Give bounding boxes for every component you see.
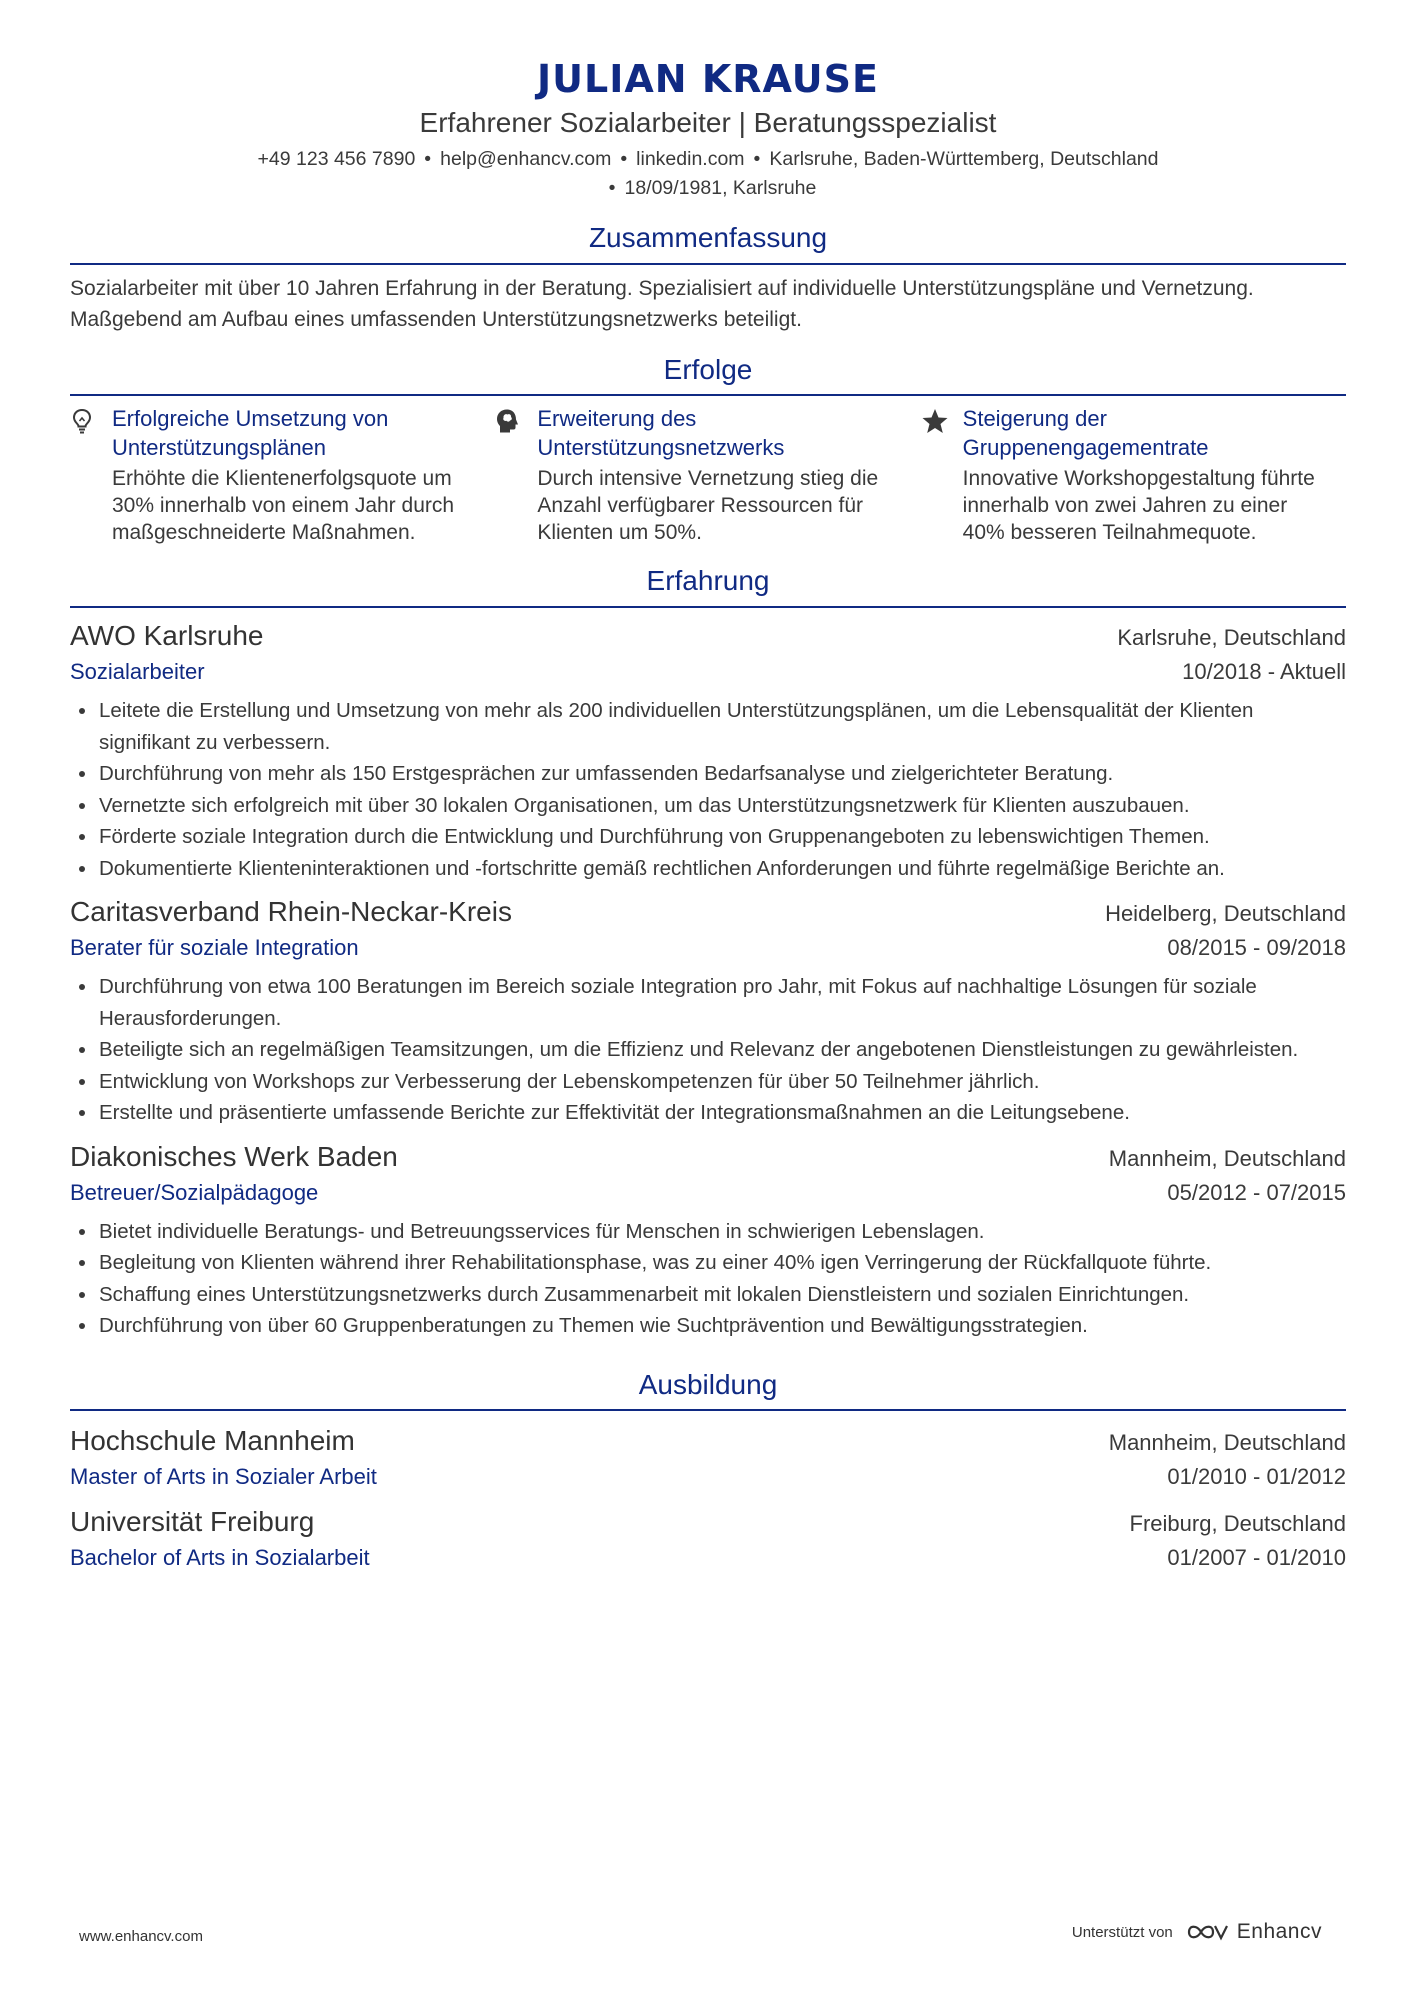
section-title: Erfahrung xyxy=(70,564,1346,608)
job-dates: 10/2018 - Aktuell xyxy=(1182,659,1346,685)
job-bullets xyxy=(70,695,1346,884)
list-item: Erstellte und präsentierte umfassende Berichte zur Effektivität der Integrationsmaßnahmen an die Leitungsebene. xyxy=(70,1097,1346,1129)
job-location: Mannheim, Deutschland xyxy=(1108,1145,1346,1171)
experience-section xyxy=(70,564,1346,1341)
footer-website[interactable]: www.enhancv.com xyxy=(79,1928,203,1945)
candidate-title: Erfahrener Sozialarbeiter | Beratungsspezialist xyxy=(419,106,997,138)
job-entry xyxy=(70,894,1346,1129)
job-bullets xyxy=(70,971,1346,1129)
education-entry xyxy=(70,1423,1346,1492)
header xyxy=(70,58,1346,203)
achievement-desc: Innovative Workshopgestaltung führte innerhalb von zwei Jahren zu einer 40% besseren Teilnahmequote. xyxy=(962,467,1315,545)
achievement-title: Erweiterung des Unterstützungsnetzwerks xyxy=(537,406,785,461)
job-role: Betreuer/Sozialpädagoge xyxy=(70,1179,319,1205)
head-brain-icon xyxy=(495,404,537,546)
education-dates: 01/2007 - 01/2010 xyxy=(1167,1545,1346,1571)
birth-info: 18/09/1981, Karlsruhe xyxy=(624,177,817,200)
section-title: Zusammenfassung xyxy=(70,221,1346,265)
linkedin[interactable]: linkedin.com xyxy=(636,148,745,171)
candidate-name: JULIAN KRAUSE xyxy=(537,57,879,101)
star-icon xyxy=(921,404,963,546)
achievements-section xyxy=(70,353,1346,547)
list-item: Begleitung von Klienten während ihrer Rehabilitationsphase, was zu einer 40% igen Verringerung der Rückfallquote führte. xyxy=(70,1247,1346,1279)
email[interactable]: help@enhancv.com xyxy=(440,148,612,171)
school-name: Universität Freiburg xyxy=(70,1506,315,1538)
achievement-item xyxy=(495,404,920,546)
job-entry xyxy=(70,1139,1346,1342)
list-item: Förderte soziale Integration durch die Entwicklung und Durchführung von Gruppenangeboten zu lebenswichtigen Themen. xyxy=(70,821,1346,853)
list-item: Durchführung von über 60 Gruppenberatungen zu Themen wie Suchtprävention und Bewältigungsstrategien. xyxy=(70,1310,1346,1342)
list-item: Dokumentierte Klienteninteraktionen und -fortschritte gemäß rechtlichen Anforderungen und führte regelmäßige Berichte an. xyxy=(70,853,1346,885)
job-location: Heidelberg, Deutschland xyxy=(1105,901,1346,927)
bullet-separator: • xyxy=(753,148,761,171)
job-bullets xyxy=(70,1216,1346,1342)
achievements-row xyxy=(70,404,1346,546)
section-title: Erfolge xyxy=(70,353,1346,397)
summary-section xyxy=(70,221,1346,335)
achievement-title: Steigerung der Gruppenengagementrate xyxy=(962,406,1209,461)
achievement-item xyxy=(70,404,495,546)
degree: Bachelor of Arts in Sozialarbeit xyxy=(70,1545,370,1571)
powered-by-label: Unterstützt von xyxy=(1071,1923,1173,1941)
location: Karlsruhe, Baden-Württemberg, Deutschland xyxy=(769,148,1159,171)
resume-page xyxy=(70,58,1346,1573)
summary-text: Sozialarbeiter mit über 10 Jahren Erfahrung in der Beratung. Spezialisiert auf individuelle Unterstützungspläne und Vernetzung. Maßgebend am Aufbau eines umfassenden Unterstützungsnetzwerks beteiligt. xyxy=(70,276,1254,331)
list-item: Bietet individuelle Beratungs- und Betreuungsservices für Menschen in schwierigen Lebenslagen. xyxy=(70,1216,1346,1248)
achievement-desc: Durch intensive Vernetzung stieg die Anzahl verfügbarer Ressourcen für Klienten um 50%. xyxy=(537,467,879,545)
job-entry xyxy=(70,618,1346,884)
contact-line xyxy=(70,145,1346,203)
enhancv-logo-icon xyxy=(1185,1920,1229,1944)
achievement-title: Erfolgreiche Umsetzung von Unterstützungsplänen xyxy=(112,406,389,461)
job-role: Berater für soziale Integration xyxy=(70,935,359,961)
job-dates: 05/2012 - 07/2015 xyxy=(1167,1179,1346,1205)
degree: Master of Arts in Sozialer Arbeit xyxy=(70,1464,377,1490)
education-dates: 01/2010 - 01/2012 xyxy=(1167,1464,1346,1490)
list-item: Durchführung von etwa 100 Beratungen im Bereich soziale Integration pro Jahr, mit Fokus auf nachhaltige Lösungen für soziale Herausforderungen. xyxy=(70,971,1346,1034)
job-location: Karlsruhe, Deutschland xyxy=(1117,625,1346,651)
list-item: Leitete die Erstellung und Umsetzung von mehr als 200 individuellen Unterstützungsplänen, um die Lebensqualität der Klienten signifikant zu verbessern. xyxy=(70,695,1346,758)
phone[interactable]: +49 123 456 7890 xyxy=(257,148,416,171)
education-section xyxy=(70,1368,1346,1574)
school-name: Hochschule Mannheim xyxy=(70,1425,355,1457)
school-location: Mannheim, Deutschland xyxy=(1108,1430,1346,1456)
achievement-desc: Erhöhte die Klientenerfolgsquote um 30% innerhalb von einem Jahr durch maßgeschneiderte Maßnahmen. xyxy=(112,467,455,545)
company-name: AWO Karlsruhe xyxy=(70,620,264,652)
list-item: Durchführung von mehr als 150 Erstgesprächen zur umfassenden Bedarfsanalyse und zielgerichteter Beratung. xyxy=(70,758,1346,790)
company-name: Caritasverband Rhein-Neckar-Kreis xyxy=(70,896,512,928)
school-location: Freiburg, Deutschland xyxy=(1129,1511,1346,1537)
section-title: Ausbildung xyxy=(70,1368,1346,1412)
lightbulb-icon xyxy=(70,404,112,546)
achievement-item xyxy=(921,404,1346,546)
bullet-separator: • xyxy=(608,177,616,200)
list-item: Schaffung eines Unterstützungsnetzwerks durch Zusammenarbeit mit lokalen Dienstleistern und sozialen Einrichtungen. xyxy=(70,1279,1346,1311)
job-role: Sozialarbeiter xyxy=(70,659,205,685)
education-entry xyxy=(70,1504,1346,1573)
brand-name: Enhancv xyxy=(1236,1920,1322,1943)
job-dates: 08/2015 - 09/2018 xyxy=(1167,935,1346,961)
bullet-separator: • xyxy=(424,148,432,171)
list-item: Beteiligte sich an regelmäßigen Teamsitzungen, um die Effizienz und Relevanz der angebotenen Dienstleistungen zu gewährleisten. xyxy=(70,1034,1346,1066)
footer-powered-by xyxy=(1072,1920,1322,1944)
list-item: Entwicklung von Workshops zur Verbesserung der Lebenskompetenzen für über 50 Teilnehmer jährlich. xyxy=(70,1066,1346,1098)
company-name: Diakonisches Werk Baden xyxy=(70,1140,398,1172)
bullet-separator: • xyxy=(620,148,628,171)
list-item: Vernetzte sich erfolgreich mit über 30 lokalen Organisationen, um das Unterstützungsnetzwerk für Klienten auszubauen. xyxy=(70,790,1346,822)
